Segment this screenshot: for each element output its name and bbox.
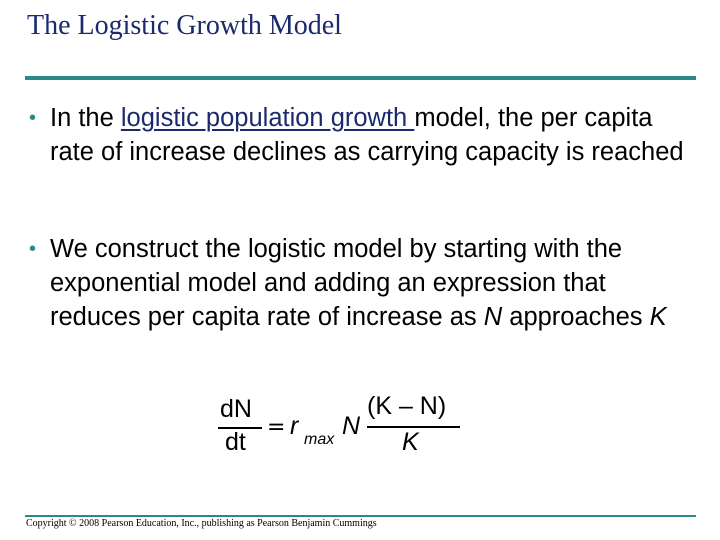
equation-r: r xyxy=(290,412,299,440)
bullet-text-before: In the xyxy=(50,104,121,132)
copyright-notice: Copyright © 2008 Pearson Education, Inc., publishing as Pearson Benjamin Cummings xyxy=(26,518,377,529)
footer-divider xyxy=(25,515,696,517)
bullet-text xyxy=(50,101,689,169)
bullet-text-main: We construct the logistic model by starting with the exponential model and adding an expression that reduces per capita rate of increase as xyxy=(50,235,623,331)
equation-denominator: K xyxy=(402,428,419,456)
bullet-text xyxy=(50,232,689,334)
variable-n: N xyxy=(483,303,503,331)
logistic-equation xyxy=(215,390,475,470)
bullet-item-1 xyxy=(29,101,689,169)
title-divider xyxy=(25,76,696,80)
bullet-item-2 xyxy=(29,232,689,334)
equals-sign: = xyxy=(267,415,286,440)
bullet-marker: • xyxy=(29,238,37,260)
equation-n: N xyxy=(342,412,361,440)
bullet-text-after: model, the per capita rate of increase declines as carrying capacity is reached xyxy=(50,104,684,166)
equation-dn: dN xyxy=(220,395,252,423)
term-logistic-population-growth: logistic population growth xyxy=(120,104,415,132)
variable-k: K xyxy=(649,303,667,331)
equation-dt: dt xyxy=(225,428,246,456)
slide-title: The Logistic Growth Model xyxy=(27,10,342,41)
equation-numerator: (K – N) xyxy=(367,392,447,420)
bullet-text-middle: approaches xyxy=(502,303,650,331)
equation-subscript-max: max xyxy=(304,431,335,448)
bullet-marker: • xyxy=(29,107,37,129)
